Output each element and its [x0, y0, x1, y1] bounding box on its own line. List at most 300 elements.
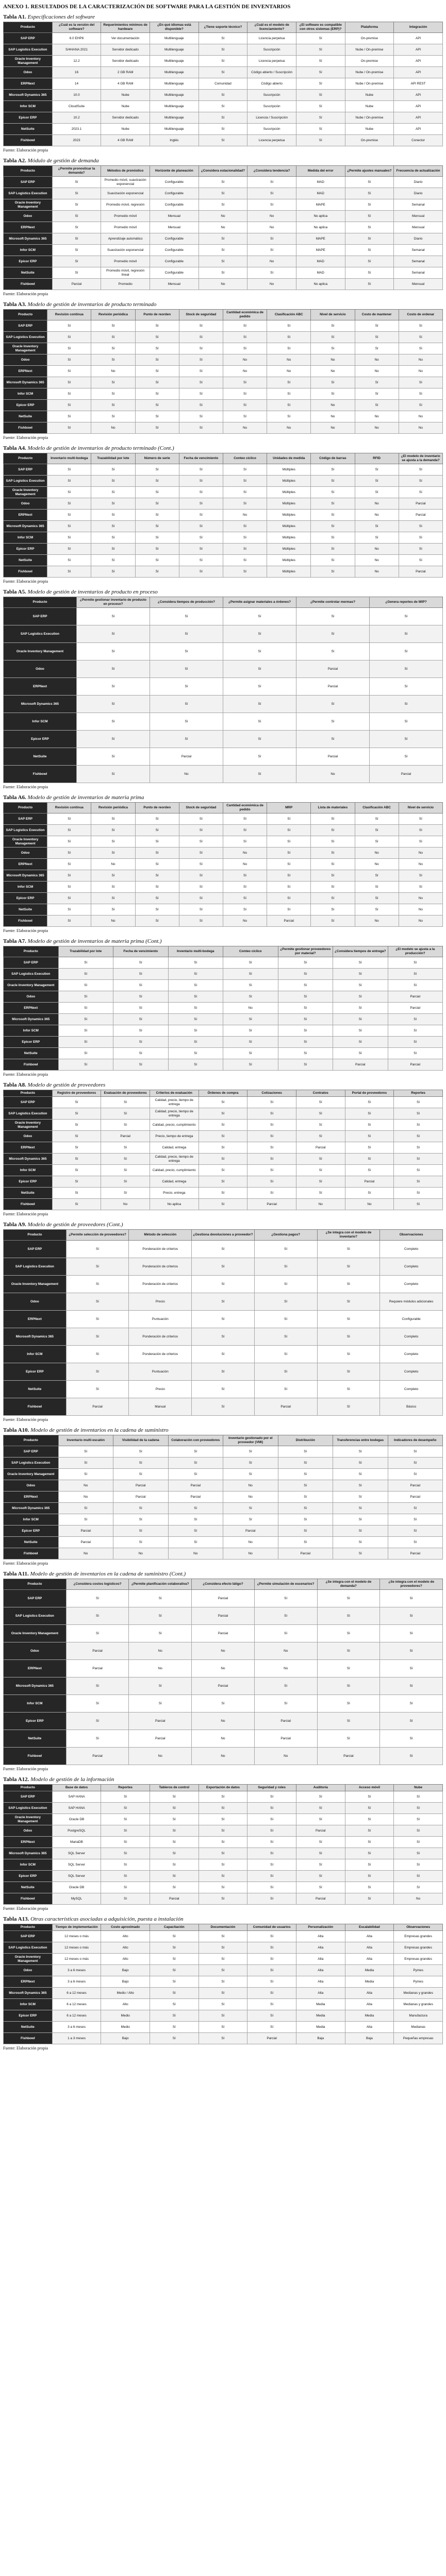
- table-cell: Sí: [113, 1014, 169, 1025]
- table-cell: MAD: [296, 177, 345, 188]
- column-header: Nivel de servicio: [399, 803, 442, 814]
- table-cell: Sí: [317, 1363, 380, 1381]
- table-cell: Sí: [223, 1025, 278, 1037]
- row-header-cell: SAP ERP: [4, 608, 77, 625]
- table-cell: Sí: [52, 1199, 101, 1210]
- table-cell: No: [223, 1480, 278, 1492]
- table-cell: Sí: [247, 2022, 296, 2033]
- table-cell: Servidor dedicado: [101, 112, 150, 124]
- table-cell: Sí: [135, 544, 179, 555]
- table-cell: Parcial: [388, 991, 443, 1003]
- table-cell: Sí: [223, 544, 267, 555]
- table-cell: No: [223, 422, 267, 434]
- table-cell: Sí: [113, 1048, 169, 1059]
- table-cell: Media: [345, 2010, 394, 2022]
- table-cell: Sí: [380, 1695, 443, 1713]
- table-cell: No: [399, 366, 442, 377]
- row-header-cell: Infor SCM: [4, 101, 53, 112]
- table-row: [4, 211, 443, 222]
- table-cell: Parcial: [345, 1176, 394, 1188]
- table-row: [4, 1514, 443, 1526]
- table-number: Tabla A12.: [3, 1776, 29, 1783]
- table-cell: Sí: [247, 1893, 296, 1905]
- table-cell: Sí: [296, 90, 345, 101]
- table-cell: Sí: [247, 1976, 296, 1988]
- table-cell: Sí: [179, 354, 223, 366]
- table-row: [4, 1311, 443, 1328]
- table-cell: Sí: [345, 1893, 394, 1905]
- table-cell: No: [192, 1748, 255, 1765]
- table-cell: Sí: [135, 464, 179, 476]
- table-row: [4, 188, 443, 199]
- table-cell: Sí: [179, 498, 223, 510]
- column-header: Producto: [4, 453, 47, 464]
- table-cell: Sí: [333, 1025, 388, 1037]
- table-cell: Configurable: [150, 256, 199, 267]
- table-cell: Sí: [247, 1803, 296, 1814]
- table-row: [4, 1003, 443, 1014]
- table-cell: Sí: [394, 1882, 443, 1893]
- table-cell: Ponderación de criterios: [129, 1258, 192, 1276]
- column-header: Revisión periódica: [91, 803, 135, 814]
- table-row: [4, 124, 443, 135]
- table-cell: Sí: [91, 555, 135, 566]
- table-caption: [3, 301, 443, 308]
- table-cell: Sí: [66, 1607, 129, 1625]
- table-row: [4, 377, 443, 388]
- table-cell: Sí: [278, 1458, 333, 1469]
- table-cell: Sí: [267, 904, 311, 916]
- table-cell: Sí: [267, 343, 311, 354]
- row-header-cell: Odoo: [4, 67, 53, 78]
- table-cell: 10.2: [52, 112, 101, 124]
- table-cell: Sí: [91, 411, 135, 422]
- table-block-a12: [3, 1776, 443, 1911]
- table-row: [4, 1120, 443, 1131]
- column-header: Producto: [4, 166, 53, 177]
- table-cell: Sí: [135, 332, 179, 343]
- table-title: Otras características asociadas a adquisición, puesta a instalación: [29, 1916, 184, 1922]
- table-cell: Oracle DB: [52, 1882, 101, 1893]
- table-cell: Sí: [52, 211, 101, 222]
- table-cell: Sí: [333, 1446, 388, 1458]
- table-cell: Sí: [278, 1514, 333, 1526]
- row-header-cell: Microsoft Dynamics 365: [4, 1503, 59, 1514]
- table-cell: No: [355, 544, 399, 555]
- table-cell: Alta: [345, 1999, 394, 2010]
- table-row: [4, 1176, 443, 1188]
- table-cell: Sí: [223, 678, 296, 696]
- table-cell: Sí: [394, 1859, 443, 1871]
- table-cell: Parcial: [113, 1492, 169, 1503]
- table-row: [4, 33, 443, 44]
- table-cell: Sí: [355, 870, 399, 882]
- table-cell: Sí: [135, 487, 179, 498]
- table-cell: Sí: [199, 1988, 247, 1999]
- table-cell: Sí: [345, 1825, 394, 1837]
- column-header: Trazabilidad por lote: [58, 946, 113, 957]
- table-cell: Sí: [179, 510, 223, 521]
- table-row: [4, 1048, 443, 1059]
- row-header-cell: Infor SCM: [4, 532, 47, 544]
- table-cell: Sí: [333, 1526, 388, 1537]
- table-cell: Sí: [150, 1988, 199, 1999]
- table-row: [4, 1730, 443, 1748]
- column-header: Acceso móvil: [345, 1785, 394, 1791]
- column-header: Cantidad económica de pedido: [223, 310, 267, 320]
- table-cell: Sí: [199, 1803, 247, 1814]
- table-block-a13: [3, 1916, 443, 2051]
- table-cell: MySQL: [52, 1893, 101, 1905]
- table-cell: Sí: [317, 1677, 380, 1695]
- table-cell: Sí: [47, 882, 91, 893]
- table-cell: Multilenguaje: [150, 112, 199, 124]
- table-row: [4, 980, 443, 991]
- table-cell: Ponderación de criterios: [129, 1241, 192, 1258]
- column-header: Conteo cíclico: [223, 946, 278, 957]
- table-cell: Sí: [278, 1446, 333, 1458]
- table-cell: Sí: [199, 124, 247, 135]
- table-cell: Parcial: [399, 510, 442, 521]
- table-cell: Sí: [333, 1048, 388, 1059]
- table-cell: Diario: [394, 188, 443, 199]
- table-cell: Sí: [168, 1014, 223, 1025]
- table-cell: Sí: [267, 332, 311, 343]
- table-row: [4, 44, 443, 56]
- table-cell: Parcial: [150, 1893, 199, 1905]
- table-cell: Sí: [199, 1848, 247, 1859]
- table-row: [4, 766, 443, 783]
- table-cell: Sí: [58, 1059, 113, 1071]
- table-cell: Sí: [179, 870, 223, 882]
- table-cell: Sí: [47, 566, 91, 578]
- table-cell: SQL Server: [52, 1859, 101, 1871]
- row-header-cell: Microsoft Dynamics 365: [4, 1328, 67, 1346]
- table-cell: Sí: [296, 1097, 345, 1108]
- table-cell: Mensual: [150, 279, 199, 290]
- table-cell: Sí: [394, 1097, 443, 1108]
- column-header: Inventario gestionado por el proveedor (VMI): [223, 1435, 278, 1446]
- table-cell: Configurable: [150, 188, 199, 199]
- table-cell: Sí: [113, 969, 169, 980]
- table-cell: No: [247, 211, 296, 222]
- table-cell: Sí: [101, 1803, 150, 1814]
- table-caption: [3, 1916, 443, 1923]
- table-row: [4, 388, 443, 400]
- table-cell: Sí: [179, 859, 223, 870]
- table-cell: Sí: [223, 643, 296, 660]
- table-cell: Sí: [58, 957, 113, 969]
- table-cell: Sí: [113, 1503, 169, 1514]
- row-header-cell: SAP ERP: [4, 320, 47, 332]
- column-header: Lista de materiales: [311, 803, 355, 814]
- column-header: Transferencias entre bodegas: [333, 1435, 388, 1446]
- table-cell: Sí: [150, 1976, 199, 1988]
- table-cell: Sí: [223, 532, 267, 544]
- table-cell: 4 GB RAM: [101, 78, 150, 90]
- table-cell: Sí: [355, 388, 399, 400]
- table-cell: Sí: [296, 731, 370, 748]
- table-row: [4, 1199, 443, 1210]
- table-cell: Sí: [345, 1803, 394, 1814]
- row-header-cell: Oracle Inventory Management: [4, 1625, 67, 1642]
- table-cell: Sí: [199, 101, 247, 112]
- table-cell: Sí: [394, 1131, 443, 1142]
- table-cell: Sí: [52, 188, 101, 199]
- table-cell: Sí: [399, 332, 442, 343]
- table-block-a4: [3, 445, 443, 584]
- header-row: [4, 1924, 443, 1931]
- table-cell: Sí: [254, 1625, 317, 1642]
- table-cell: Sí: [113, 957, 169, 969]
- table-cell: Sí: [355, 332, 399, 343]
- table-cell: Sí: [199, 199, 247, 211]
- table-cell: Completo: [380, 1276, 443, 1293]
- table-cell: Parcial: [296, 678, 370, 696]
- table-cell: Sí: [380, 1713, 443, 1730]
- table-cell: Sí: [113, 1037, 169, 1048]
- row-header-cell: SAP Logistics Execution: [4, 1803, 53, 1814]
- column-header: Conteo cíclico: [223, 453, 267, 464]
- table-cell: Sí: [101, 1165, 150, 1176]
- table-cell: Sí: [58, 980, 113, 991]
- table-row: [4, 1942, 443, 1954]
- table-cell: Sí: [101, 1814, 150, 1825]
- table-cell: Sí: [317, 1346, 380, 1363]
- table-cell: Sí: [296, 1837, 345, 1848]
- row-header-cell: NetSuite: [4, 1730, 67, 1748]
- table-cell: Alto: [101, 1999, 150, 2010]
- table-cell: Sí: [101, 1154, 150, 1165]
- table-cell: Sí: [47, 532, 91, 544]
- row-header-cell: NetSuite: [4, 124, 53, 135]
- column-header: Reportes: [101, 1785, 150, 1791]
- table-cell: Parcial: [192, 1590, 255, 1607]
- row-header-cell: ERPNext: [4, 1142, 53, 1154]
- table-cell: Sí: [317, 1607, 380, 1625]
- table-cell: Sí: [66, 1730, 129, 1748]
- table-cell: No: [91, 422, 135, 434]
- table-row: [4, 748, 443, 766]
- table-cell: Sí: [150, 625, 223, 643]
- table-cell: Sí: [333, 1469, 388, 1480]
- table-cell: Sí: [355, 320, 399, 332]
- row-header-cell: Epicor ERP: [4, 544, 47, 555]
- table-cell: Sí: [296, 696, 370, 713]
- table-cell: Manual: [129, 1398, 192, 1416]
- table-cell: Sí: [296, 124, 345, 135]
- table-cell: Sí: [399, 476, 442, 487]
- column-header: ¿Considera tiempos de producción?: [150, 597, 223, 608]
- table-cell: Alta: [296, 1988, 345, 1999]
- table-cell: No: [223, 354, 267, 366]
- table-block-a11: [3, 1570, 443, 1772]
- table-cell: Sí: [101, 1176, 150, 1188]
- table-cell: MAPE: [296, 199, 345, 211]
- table-title: Modelo de gestión de inventarios en la cadena de suministro: [29, 1427, 169, 1433]
- table-cell: Sí: [168, 1526, 223, 1537]
- table-row: [4, 1293, 443, 1311]
- table-cell: Múltiples: [267, 555, 311, 566]
- table-cell: Parcial: [254, 1713, 317, 1730]
- table-source: Fuente: Elaboración propia: [3, 1767, 48, 1771]
- table-number: Tabla A8.: [3, 1082, 26, 1088]
- column-header: Nube: [394, 1785, 443, 1791]
- table-cell: Sí: [47, 904, 91, 916]
- table-cell: Sí: [247, 1859, 296, 1871]
- table-cell: Sí: [101, 1893, 150, 1905]
- table-cell: Media: [345, 1965, 394, 1976]
- table-cell: Sí: [47, 848, 91, 859]
- table-cell: Sí: [333, 1458, 388, 1469]
- table-cell: Sí: [223, 1048, 278, 1059]
- table-cell: Sí: [247, 1131, 296, 1142]
- table-cell: Sí: [317, 1258, 380, 1276]
- column-header: Producto: [4, 597, 77, 608]
- column-header: ¿Se integra con el modelo de inventario?: [317, 1230, 380, 1241]
- table-cell: No: [129, 1642, 192, 1660]
- table-cell: Promedio móvil: [101, 222, 150, 233]
- table-cell: Configurable: [150, 199, 199, 211]
- table-cell: Sí: [150, 1954, 199, 1965]
- table-cell: Sí: [267, 848, 311, 859]
- row-header-cell: Odoo: [4, 991, 59, 1003]
- header-row: [4, 1435, 443, 1446]
- table-cell: Sí: [370, 678, 443, 696]
- table-cell: 1 a 3 meses: [52, 2033, 101, 2044]
- table-cell: Sí: [380, 1660, 443, 1677]
- row-header-cell: Epicor ERP: [4, 1363, 67, 1381]
- table-cell: No: [355, 498, 399, 510]
- table-cell: Mensual: [150, 211, 199, 222]
- table-cell: Sí: [317, 1241, 380, 1258]
- table-cell: Sí: [380, 1748, 443, 1765]
- table-cell: Sí: [247, 1954, 296, 1965]
- table-cell: Sí: [150, 1848, 199, 1859]
- table-cell: Sí: [47, 377, 91, 388]
- row-header-cell: SAP ERP: [4, 1791, 53, 1803]
- column-header: Tiempo de implementación: [52, 1924, 101, 1931]
- table-cell: Sí: [113, 1025, 169, 1037]
- table-cell: Sí: [278, 1480, 333, 1492]
- table-row: [4, 222, 443, 233]
- column-header: Portal de proveedores: [345, 1090, 394, 1097]
- table-cell: Medianas: [394, 2022, 443, 2033]
- table-cell: API: [394, 101, 443, 112]
- table-row: [4, 112, 443, 124]
- table-row: [4, 78, 443, 90]
- row-header-cell: SAP ERP: [4, 464, 47, 476]
- table-cell: Sí: [77, 608, 150, 625]
- table-cell: Sí: [311, 882, 355, 893]
- table-title: Modelo de gestión de proveedores (Cont.): [26, 1222, 123, 1228]
- column-header: RFID: [355, 453, 399, 464]
- table-row: [4, 498, 443, 510]
- table-cell: Sí: [223, 608, 296, 625]
- table-cell: No: [399, 893, 442, 904]
- table-row: [4, 267, 443, 279]
- table-cell: Sí: [150, 1859, 199, 1871]
- row-header-cell: Microsoft Dynamics 365: [4, 521, 47, 532]
- row-header-cell: Oracle Inventory Management: [4, 1276, 67, 1293]
- table-cell: Sí: [192, 1381, 255, 1398]
- table-cell: Sí: [333, 1514, 388, 1526]
- table-cell: Sí: [66, 1625, 129, 1642]
- table-cell: Sí: [192, 1363, 255, 1381]
- table-source: Fuente: Elaboración propia: [3, 435, 48, 440]
- table-row: [4, 1037, 443, 1048]
- table-cell: Sí: [135, 555, 179, 566]
- table-cell: No: [311, 354, 355, 366]
- table-cell: Media: [296, 1999, 345, 2010]
- table-cell: Configurable: [150, 245, 199, 256]
- table-cell: Sí: [223, 1059, 278, 1071]
- table-cell: Sí: [399, 870, 442, 882]
- row-header-cell: Epicor ERP: [4, 256, 53, 267]
- column-header: Cotizaciones: [247, 1090, 296, 1097]
- table-cell: Sí: [129, 1625, 192, 1642]
- table-cell: Sí: [199, 1965, 247, 1976]
- table-cell: Sí: [150, 1814, 199, 1825]
- table-cell: Sí: [58, 1048, 113, 1059]
- table-cell: Sí: [101, 1142, 150, 1154]
- table-number: Tabla A10.: [3, 1427, 29, 1433]
- table-caption: [3, 938, 443, 945]
- table-cell: Ponderación de criterios: [129, 1276, 192, 1293]
- table-cell: Sí: [199, 1814, 247, 1825]
- table-cell: Sí: [91, 320, 135, 332]
- column-header: Costo de mantener: [355, 310, 399, 320]
- column-header: ¿Tiene soporte técnico?: [199, 22, 247, 33]
- table-cell: No: [355, 411, 399, 422]
- table-row: [4, 1241, 443, 1258]
- table-source: Fuente: Elaboración propia: [3, 579, 48, 584]
- column-header: Frecuencia de actualización: [394, 166, 443, 177]
- table-cell: Sí: [179, 882, 223, 893]
- table-row: [4, 199, 443, 211]
- table-cell: Sí: [311, 476, 355, 487]
- table-block-a9: [3, 1221, 443, 1422]
- table-cell: Sí: [199, 1942, 247, 1954]
- table-cell: Sí: [223, 388, 267, 400]
- table-cell: Multilenguaje: [150, 101, 199, 112]
- table-cell: No: [254, 1642, 317, 1660]
- row-header-cell: Oracle Inventory Management: [4, 487, 47, 498]
- table-cell: Sí: [192, 1328, 255, 1346]
- table-cell: Sí: [52, 177, 101, 188]
- table-cell: Sí: [311, 343, 355, 354]
- table-cell: No: [192, 1713, 255, 1730]
- table-cell: Sí: [247, 1188, 296, 1199]
- table-cell: Sí: [135, 870, 179, 882]
- table-cell: Nube / On-premise: [345, 112, 394, 124]
- table-cell: Parcial: [296, 1825, 345, 1837]
- table-cell: No: [223, 1537, 278, 1548]
- data-table: [3, 309, 443, 434]
- table-cell: Sí: [223, 870, 267, 882]
- table-cell: Sí: [388, 1037, 443, 1048]
- table-cell: Sí: [247, 1871, 296, 1882]
- table-cell: Sí: [91, 814, 135, 825]
- table-cell: Suscripción: [247, 90, 296, 101]
- table-cell: Sí: [394, 1188, 443, 1199]
- table-cell: 4 GB RAM: [101, 135, 150, 146]
- table-cell: Sí: [296, 44, 345, 56]
- table-cell: Sí: [135, 388, 179, 400]
- table-cell: Sí: [345, 1791, 394, 1803]
- row-header-cell: ERPNext: [4, 678, 77, 696]
- table-cell: Sí: [91, 836, 135, 848]
